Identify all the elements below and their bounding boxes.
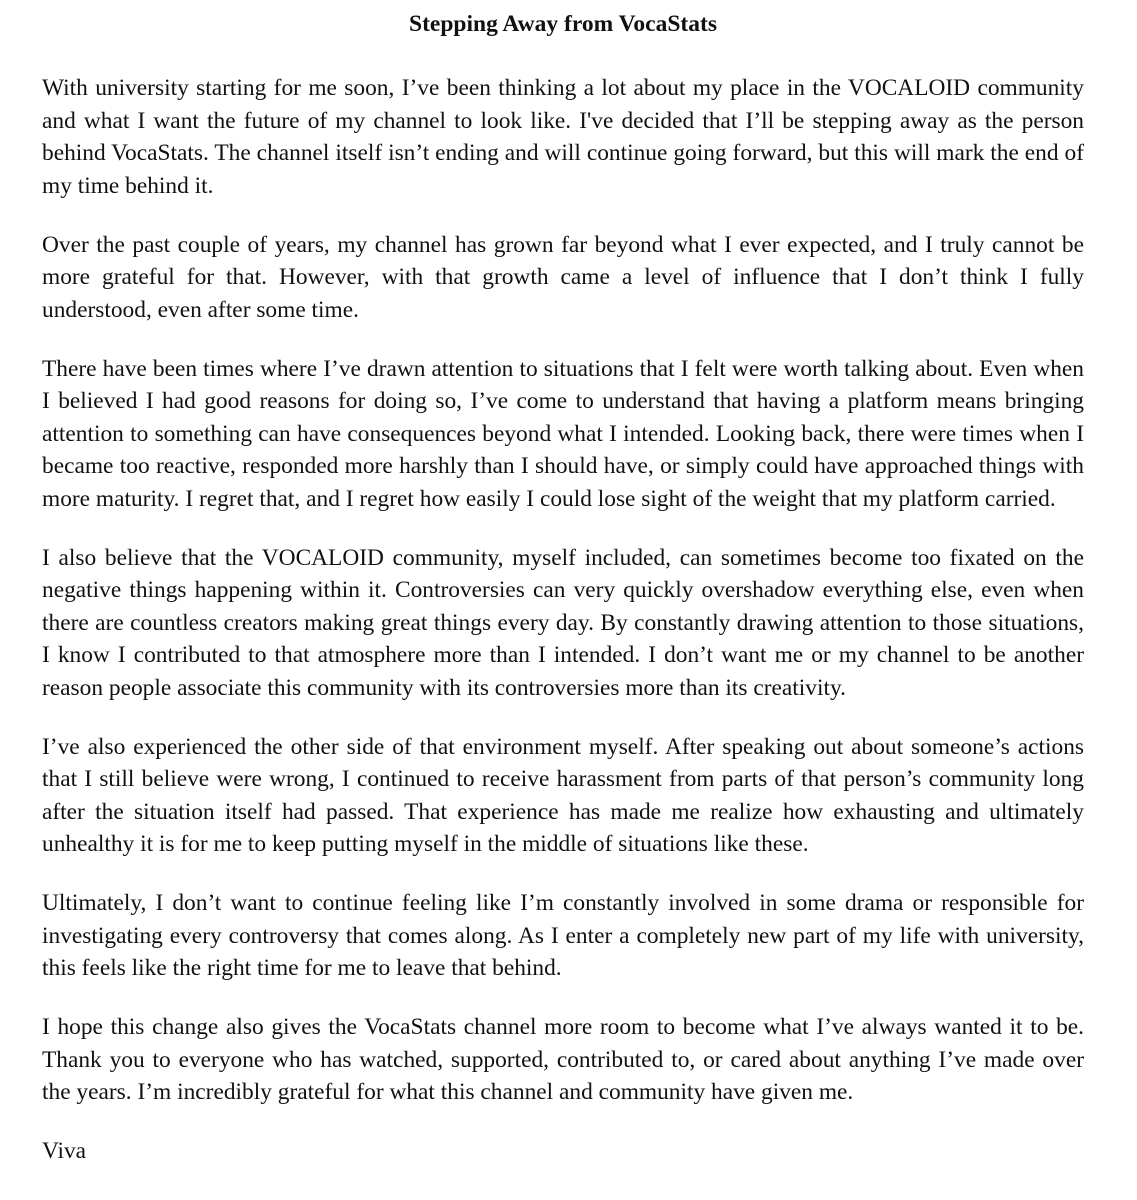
paragraph-4: I also believe that the VOCALOID community, myself included, can sometimes become too fixated on the negative things happening within it. Controversies can very quickly overshadow everything else, even when there are countless creators making great things every day. By constantly drawing attention to those situations, I know I contributed to that atmosphere more than I intended. I don’t want me or my channel to be another reason people associate this community with its controversies more than its creativity.: [42, 544, 1084, 701]
document-page: [42, 0, 1084, 1168]
paragraph-5: I’ve also experienced the other side of that environment myself. After speaking out about someone’s actions that I still believe were wrong, I continued to receive harassment from parts of that person’s community long after the situation itself had passed. That experience has made me realize how exhausting and ultimately unhealthy it is for me to keep putting myself in the middle of situations like these.: [42, 733, 1084, 857]
paragraph-3: There have been times where I’ve drawn attention to situations that I felt were worth talking about. Even when I believed I had good reasons for doing so, I’ve come to understand that having a platform means bringing attention to something can have consequences beyond what I intended. Looking back, there were times when I became too reactive, responded more harshly than I should have, or simply could have approached things with more maturity. I regret that, and I regret how easily I could lose sight of the weight that my platform carried.: [42, 355, 1084, 512]
signature: Viva: [42, 1138, 87, 1164]
paragraph-6: Ultimately, I don’t want to continue feeling like I’m constantly involved in some drama or responsible for investigating every controversy that comes along. As I enter a completely new part of my life with university, this feels like the right time for me to leave that behind.: [42, 890, 1084, 981]
paragraph-2: Over the past couple of years, my channel has grown far beyond what I ever expected, and I truly cannot be more grateful for that. However, with that growth came a level of influence that I don’t think I fully understood, even after some time.: [42, 231, 1084, 323]
paragraph-7: I hope this change also gives the VocaStats channel more room to become what I’ve always wanted it to be. Thank you to everyone who has watched, supported, contributed to, or cared about anything I’ve made over the years. I’m incredibly grateful for what this channel and community have given me.: [42, 1014, 1084, 1105]
paragraph-1: With university starting for me soon, I’ve been thinking a lot about my place in the VOCALOID community and what I want the future of my channel to look like. I've decided that I’ll be stepping away as the person behind VocaStats. The channel itself isn’t ending and will continue going forward, but this will mark the end of my time behind it.: [42, 75, 1084, 199]
document-title: Stepping Away from VocaStats: [409, 11, 717, 37]
